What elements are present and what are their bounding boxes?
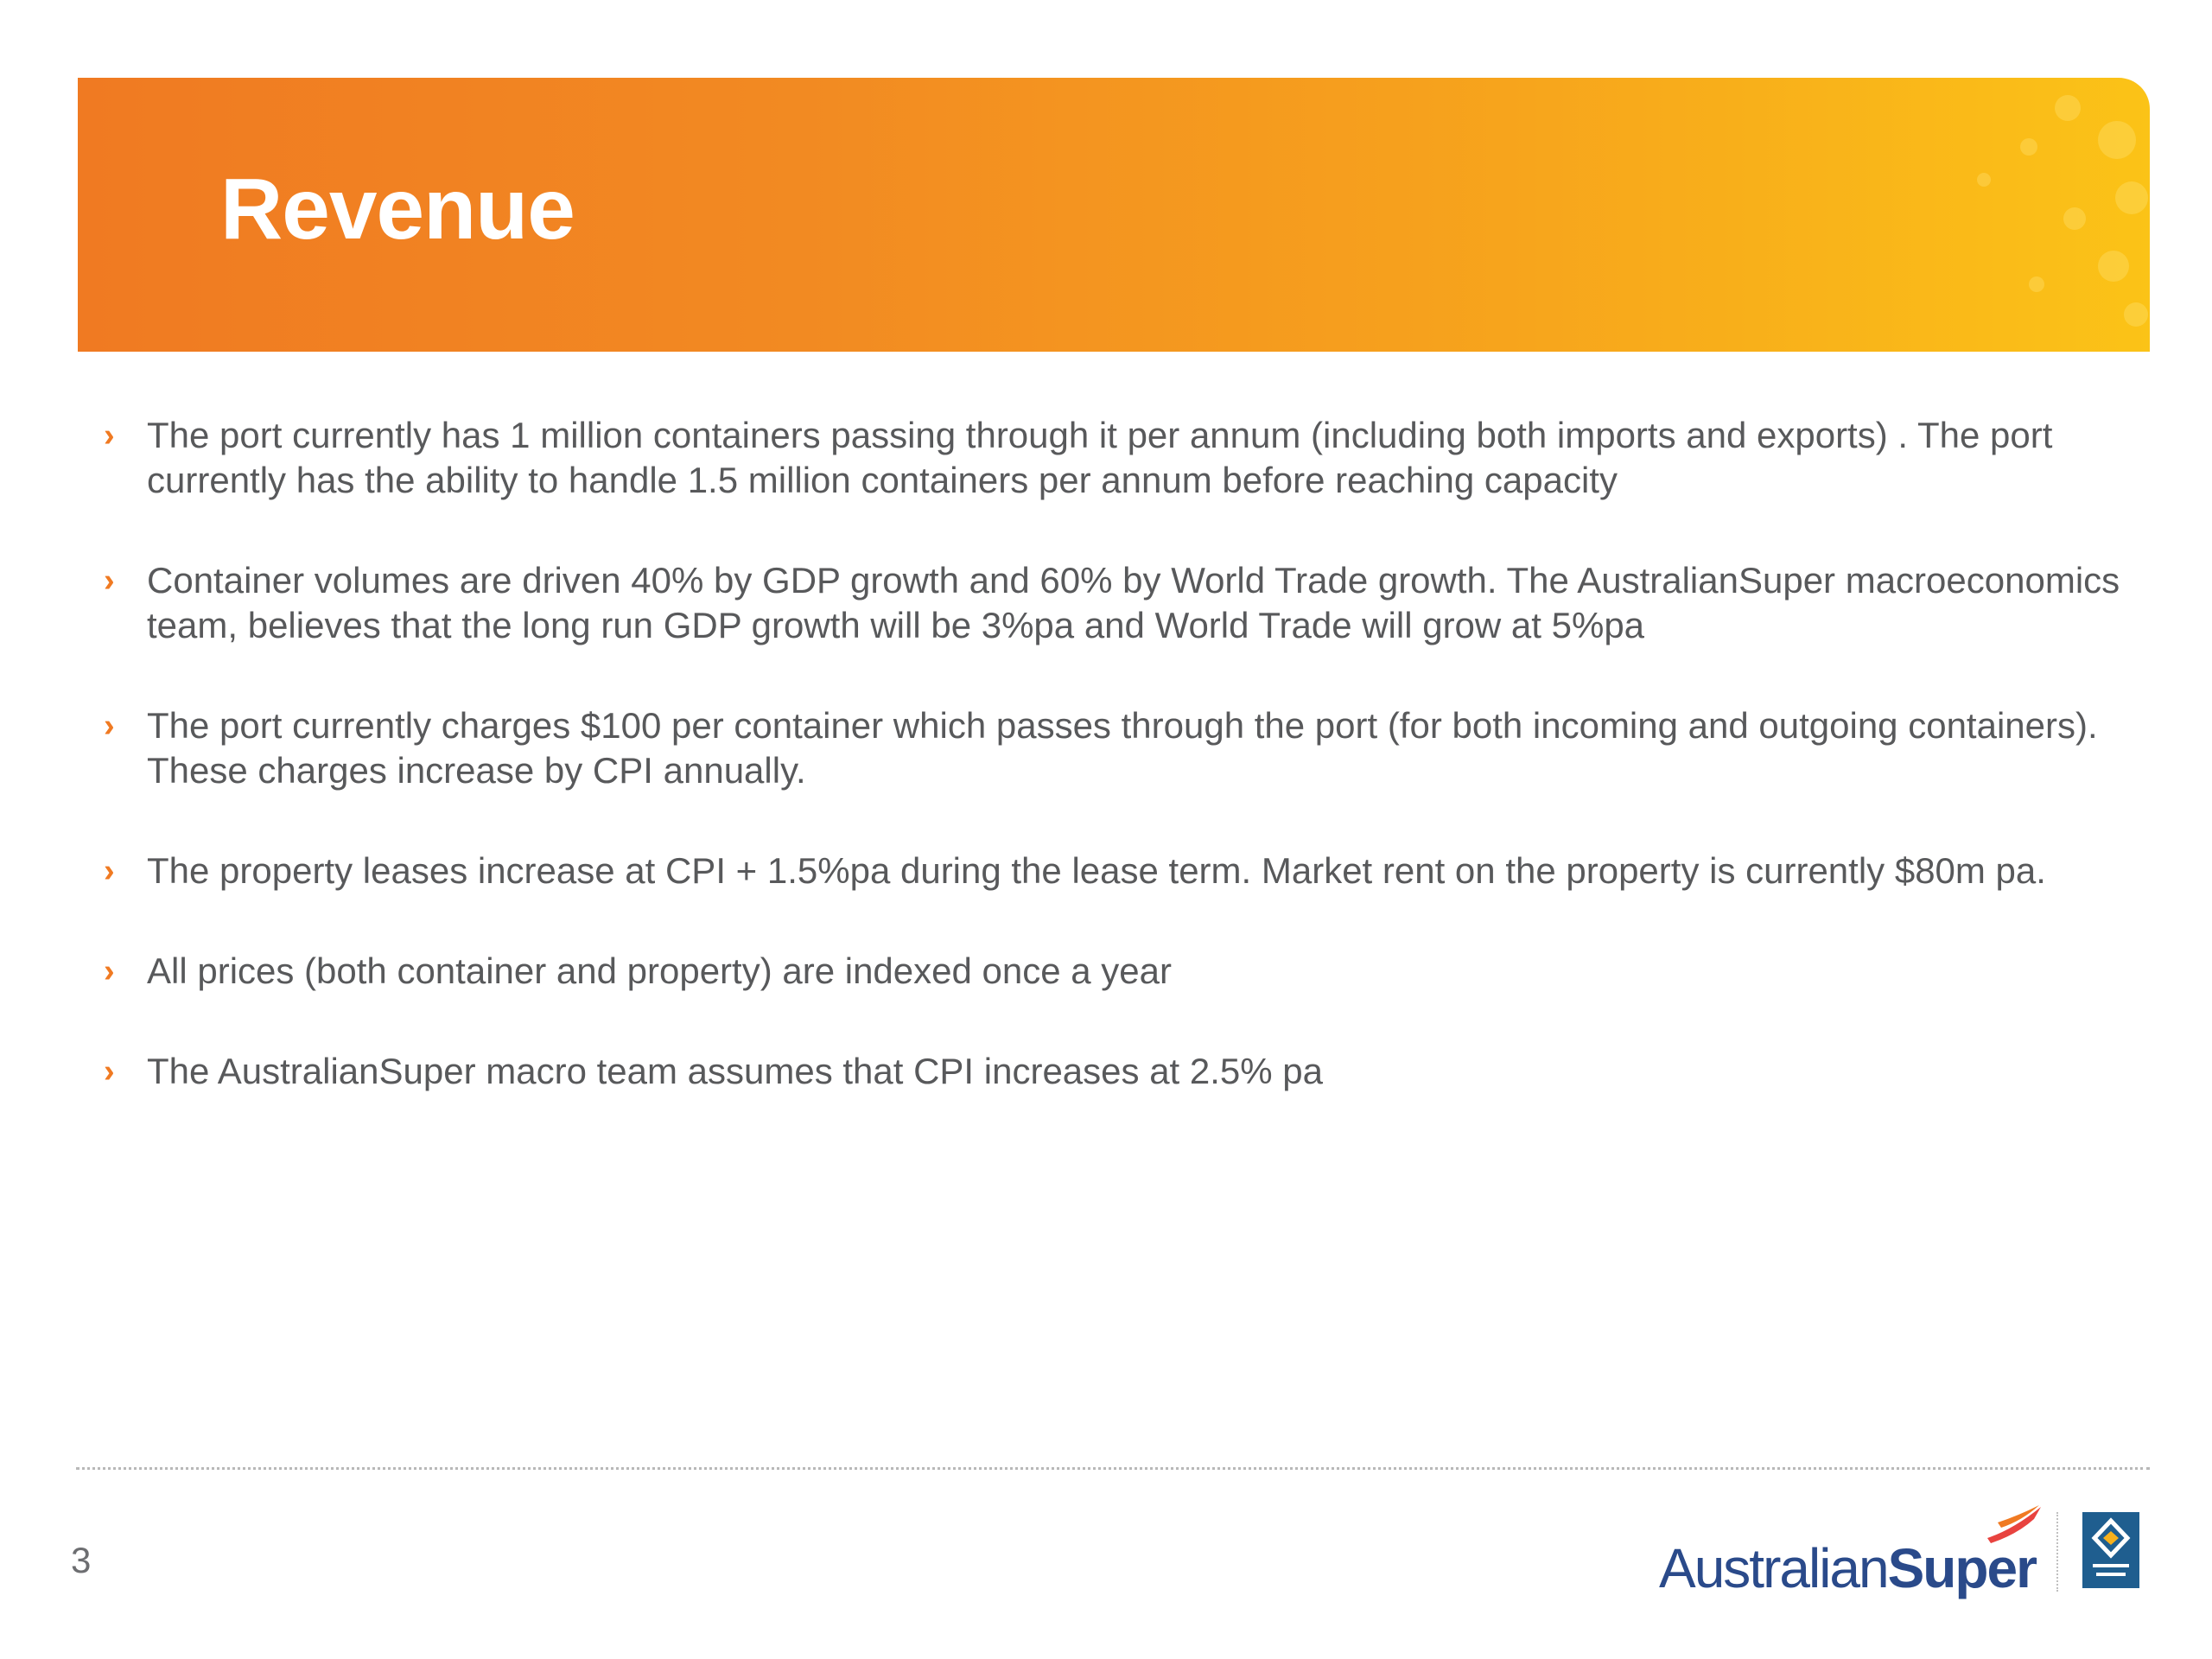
logo-text-regular: Australian: [1659, 1537, 1888, 1599]
bullet-text: The port currently charges $100 per container which passes through the port (for both incoming and outgoing containers). These charges increase by CPI annually.: [147, 705, 2098, 791]
bullet-text: All prices (both container and property) are indexed once a year: [147, 950, 1173, 991]
chevron-right-icon: ›: [104, 1053, 115, 1090]
chevron-right-icon: ›: [104, 708, 115, 744]
bullet-text: Container volumes are driven 40% by GDP growth and 60% by World Trade growth. The AustralianSuper macroeconomics team, believes that the long run GDP growth will be 3%pa and World Trade will grow at 5%pa: [147, 560, 2120, 645]
list-item: [104, 849, 2126, 893]
list-item: [104, 413, 2126, 503]
list-item: [104, 949, 2126, 994]
chevron-right-icon: ›: [104, 417, 115, 454]
page-number: 3: [71, 1540, 92, 1580]
chevron-right-icon: ›: [104, 953, 115, 989]
title-banner: [78, 78, 2150, 352]
list-item: [104, 558, 2126, 648]
logo-text-bold: Super: [1887, 1537, 2036, 1599]
australiansuper-logo: [1659, 1503, 2152, 1599]
footer-divider: [76, 1467, 2150, 1470]
chevron-right-icon: ›: [104, 563, 115, 599]
chevron-right-icon: ›: [104, 853, 115, 889]
page-title: Revenue: [220, 161, 575, 257]
list-item: [104, 703, 2126, 793]
logo-wordmark: [1659, 1536, 2036, 1600]
bullet-text: The port currently has 1 million containers passing through it per annum (including both imports and exports) . The port currently has the ability to handle 1.5 million containers per annum before reaching capacity: [147, 415, 2053, 500]
industry-superfund-badge-icon: [2082, 1512, 2139, 1588]
decorative-dots: [1839, 78, 2150, 352]
bullet-list: [104, 413, 2126, 1149]
list-item: [104, 1049, 2126, 1094]
bullet-text: The property leases increase at CPI + 1.5%pa during the lease term. Market rent on the property is currently $80m pa.: [147, 850, 2046, 891]
bullet-text: The AustralianSuper macro team assumes that CPI increases at 2.5% pa: [147, 1051, 1324, 1091]
logo-separator: [2056, 1512, 2058, 1592]
